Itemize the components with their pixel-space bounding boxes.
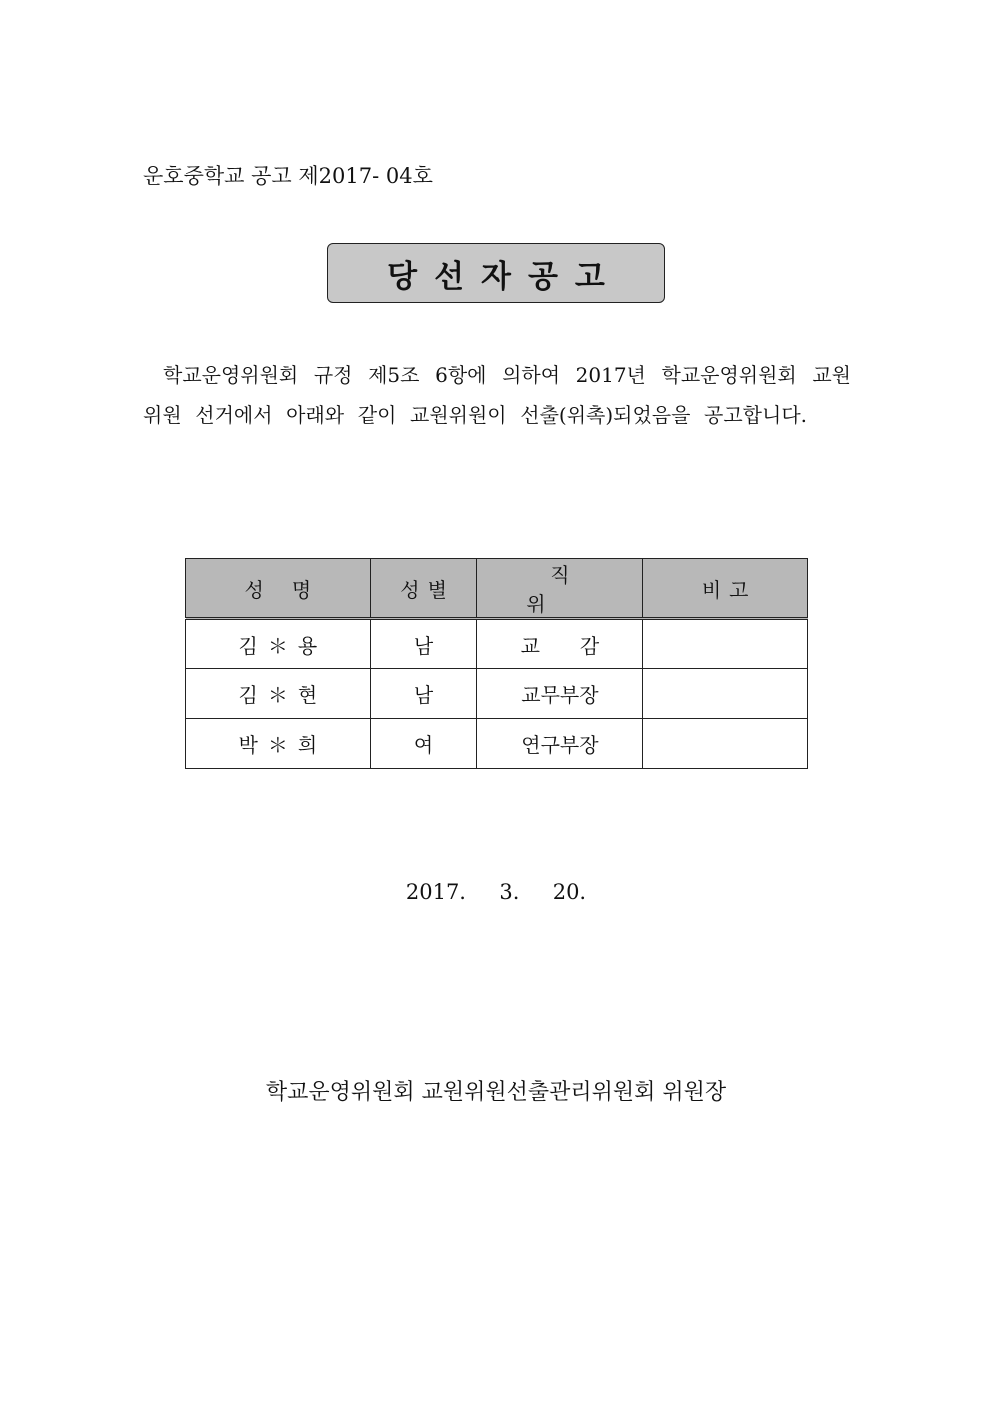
table-row: [186, 669, 808, 719]
table-row: [186, 619, 808, 669]
body-line-2: 위원 선거에서 아래와 같이 교원위원이 선출(위촉)되었음을 공고합니다.: [143, 403, 807, 427]
announcement-date: 2017. 3. 20.: [405, 880, 587, 904]
header-gender: [370, 559, 477, 619]
header-note-label: 비고: [701, 577, 757, 602]
cell-name: [186, 719, 371, 769]
member-name: 박＊희: [238, 733, 328, 757]
elected-members-table: [185, 558, 808, 769]
header-gender-label: 성별: [400, 577, 455, 602]
cell-name: [186, 669, 371, 719]
header-note: [643, 559, 808, 619]
cell-note: [643, 719, 808, 769]
table-header-row: [186, 559, 808, 619]
table-row: [186, 719, 808, 769]
cell-gender: 남: [370, 669, 477, 719]
member-position: 교감: [520, 633, 640, 658]
header-position-label: 직위: [526, 563, 618, 616]
cell-note: [643, 669, 808, 719]
header-name: [186, 559, 371, 619]
announcement-body: [143, 355, 851, 435]
cell-position: [477, 719, 643, 769]
title-box: [327, 243, 665, 303]
header-position: [477, 559, 643, 619]
notice-number: 운호중학교 공고 제2017- 04호: [143, 164, 433, 188]
header-name-label: 성명: [244, 577, 340, 602]
signature-line: 학교운영위원회 교원위원선출관리위원회 위원장: [265, 1080, 727, 1105]
cell-note: [643, 619, 808, 669]
member-name: 김＊용: [238, 633, 328, 658]
member-name: 김＊현: [238, 683, 328, 707]
member-position: 연구부장: [521, 733, 599, 757]
member-position: 교무부장: [521, 683, 599, 707]
body-line-1: 학교운영위원회 규정 제5조 6항에 의하여 2017년 학교운영위원회 교원: [163, 363, 851, 387]
cell-position: [477, 619, 643, 669]
cell-gender: 여: [370, 719, 477, 769]
cell-gender: 남: [370, 619, 477, 669]
cell-name: [186, 619, 371, 669]
document-title: 당선자공고: [387, 258, 622, 295]
cell-position: [477, 669, 643, 719]
